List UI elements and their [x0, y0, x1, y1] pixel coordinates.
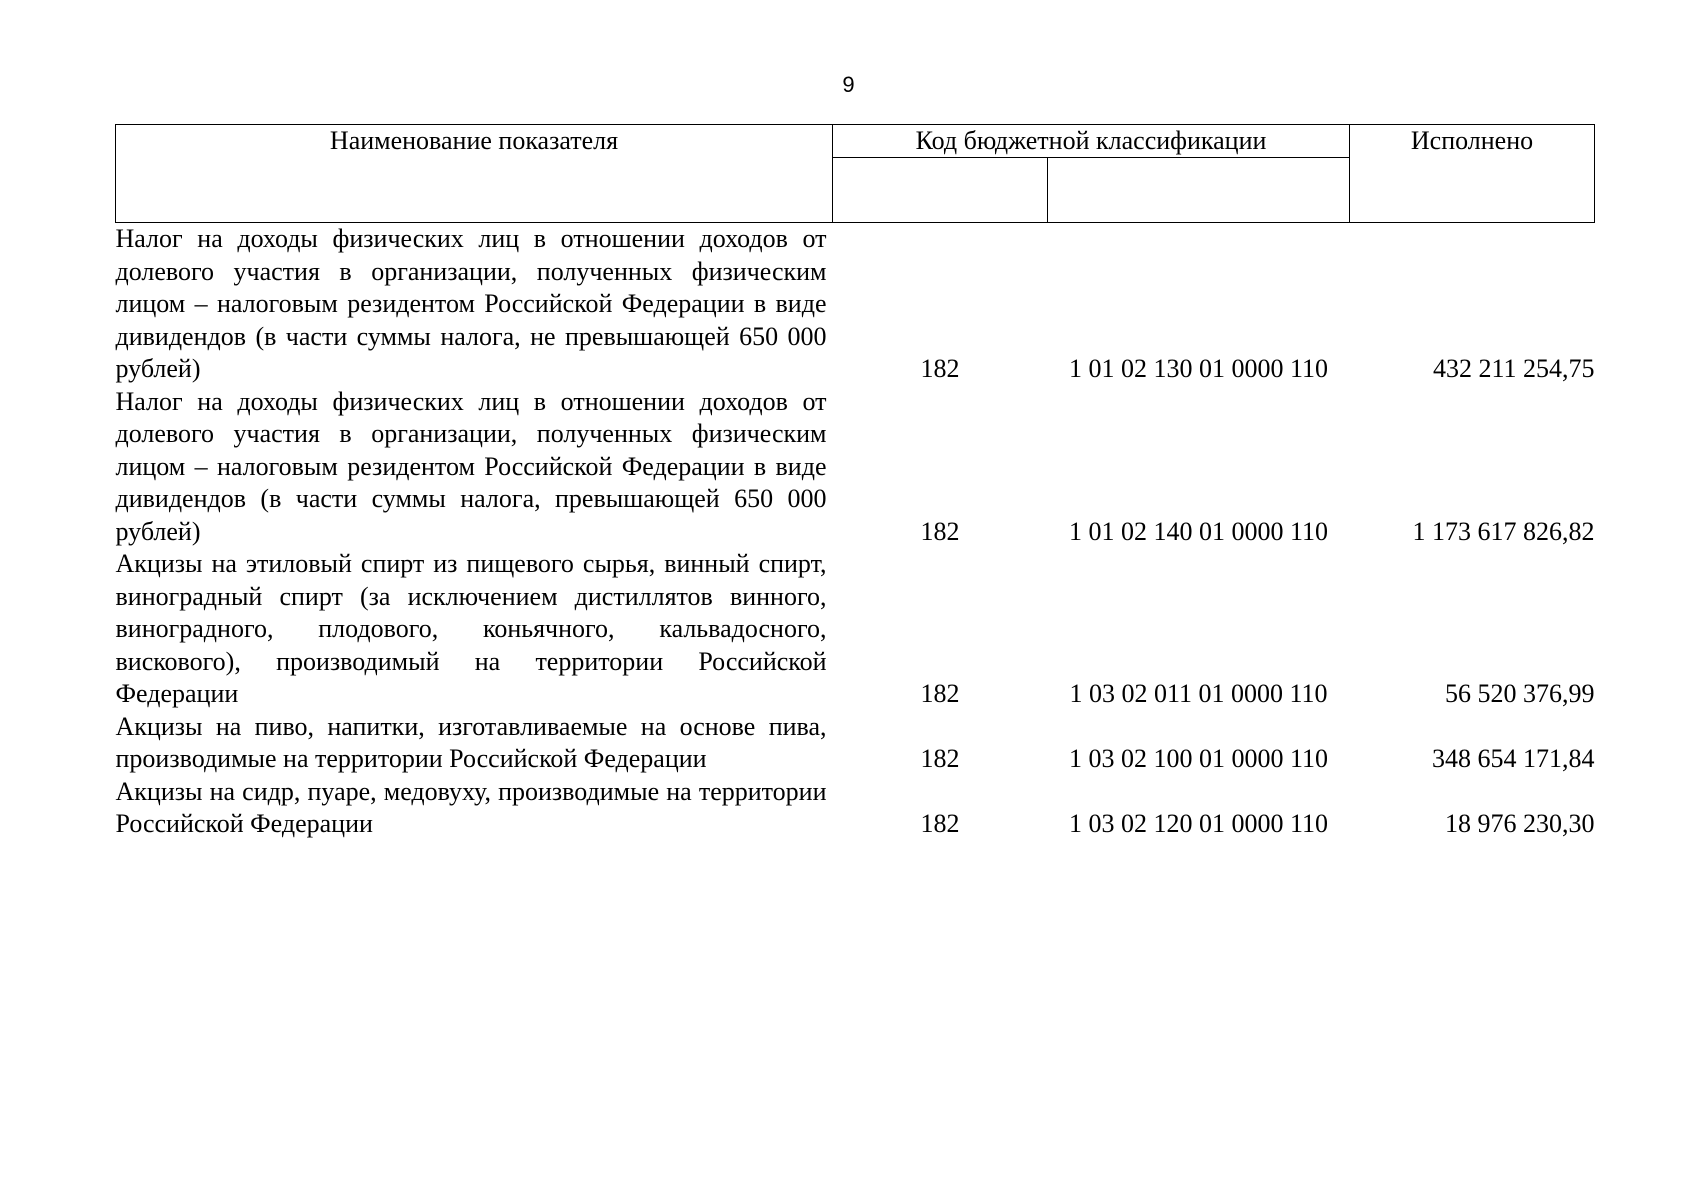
administrator-code: 182 — [920, 516, 960, 546]
table-header — [116, 125, 1595, 223]
header-indicator-name: Наименование показателя — [116, 125, 833, 223]
header-budget-classification-code: Код бюджетной классификации — [833, 125, 1350, 158]
table-row — [116, 548, 1595, 711]
administrator-code: 182 — [920, 809, 960, 838]
header-revenue-code — [1048, 158, 1350, 223]
indicator-name: Налог на доходы физических лиц в отношении доходов от долевого участия в организации, полученных физическим лицом – налоговым резидентом Российской Федерации в виде дивидендов (в части суммы налога, не превышающей 650 000 рублей) — [115, 224, 827, 383]
executed-amount: 1 173 617 826,82 — [1412, 516, 1595, 546]
revenue-classification-code: 1 03 02 120 01 0000 110 — [1068, 809, 1329, 838]
administrator-code: 182 — [920, 679, 960, 708]
table-row — [116, 776, 1595, 841]
executed-amount: 348 654 171,84 — [1432, 744, 1595, 773]
revenue-classification-code: 1 01 02 130 01 0000 110 — [1068, 354, 1329, 383]
budget-execution-table — [115, 124, 1595, 841]
table-row — [116, 386, 1595, 549]
header-administrator-code — [833, 158, 1048, 223]
revenue-classification-code: 1 03 02 011 01 0000 110 — [1069, 679, 1328, 708]
administrator-code: 182 — [920, 744, 960, 773]
executed-amount: 432 211 254,75 — [1432, 354, 1595, 383]
page-number: 9 — [842, 72, 855, 97]
header-row-top — [116, 125, 1595, 158]
table-body — [116, 223, 1595, 841]
executed-amount: 18 976 230,30 — [1445, 809, 1595, 838]
indicator-name: Налог на доходы физических лиц в отношении доходов от долевого участия в организации, полученных физическим лицом – налоговым резидентом Российской Федерации в виде дивидендов (в части суммы налога, превышающей 650 000 рублей) — [115, 386, 827, 546]
administrator-code: 182 — [920, 354, 960, 383]
indicator-name: Акцизы на этиловый спирт из пищевого сырья, винный спирт, виноградный спирт (за исключением дистиллятов винного, виноградного, плодового, коньячного, кальвадосного, вискового), производимый на территории Российской Федерации — [115, 549, 827, 708]
table-row — [116, 223, 1595, 386]
indicator-name: Акцизы на сидр, пуаре, медовуху, производимые на территории Российской Федерации — [115, 776, 827, 838]
executed-amount: 56 520 376,99 — [1445, 679, 1595, 708]
header-executed: Исполнено — [1350, 125, 1595, 223]
indicator-name: Акцизы на пиво, напитки, изготавливаемые на основе пива, производимые на территории Российской Федерации — [115, 711, 827, 773]
revenue-classification-code: 1 03 02 100 01 0000 110 — [1068, 744, 1329, 773]
table-row — [116, 711, 1595, 776]
revenue-classification-code: 1 01 02 140 01 0000 110 — [1068, 516, 1329, 546]
